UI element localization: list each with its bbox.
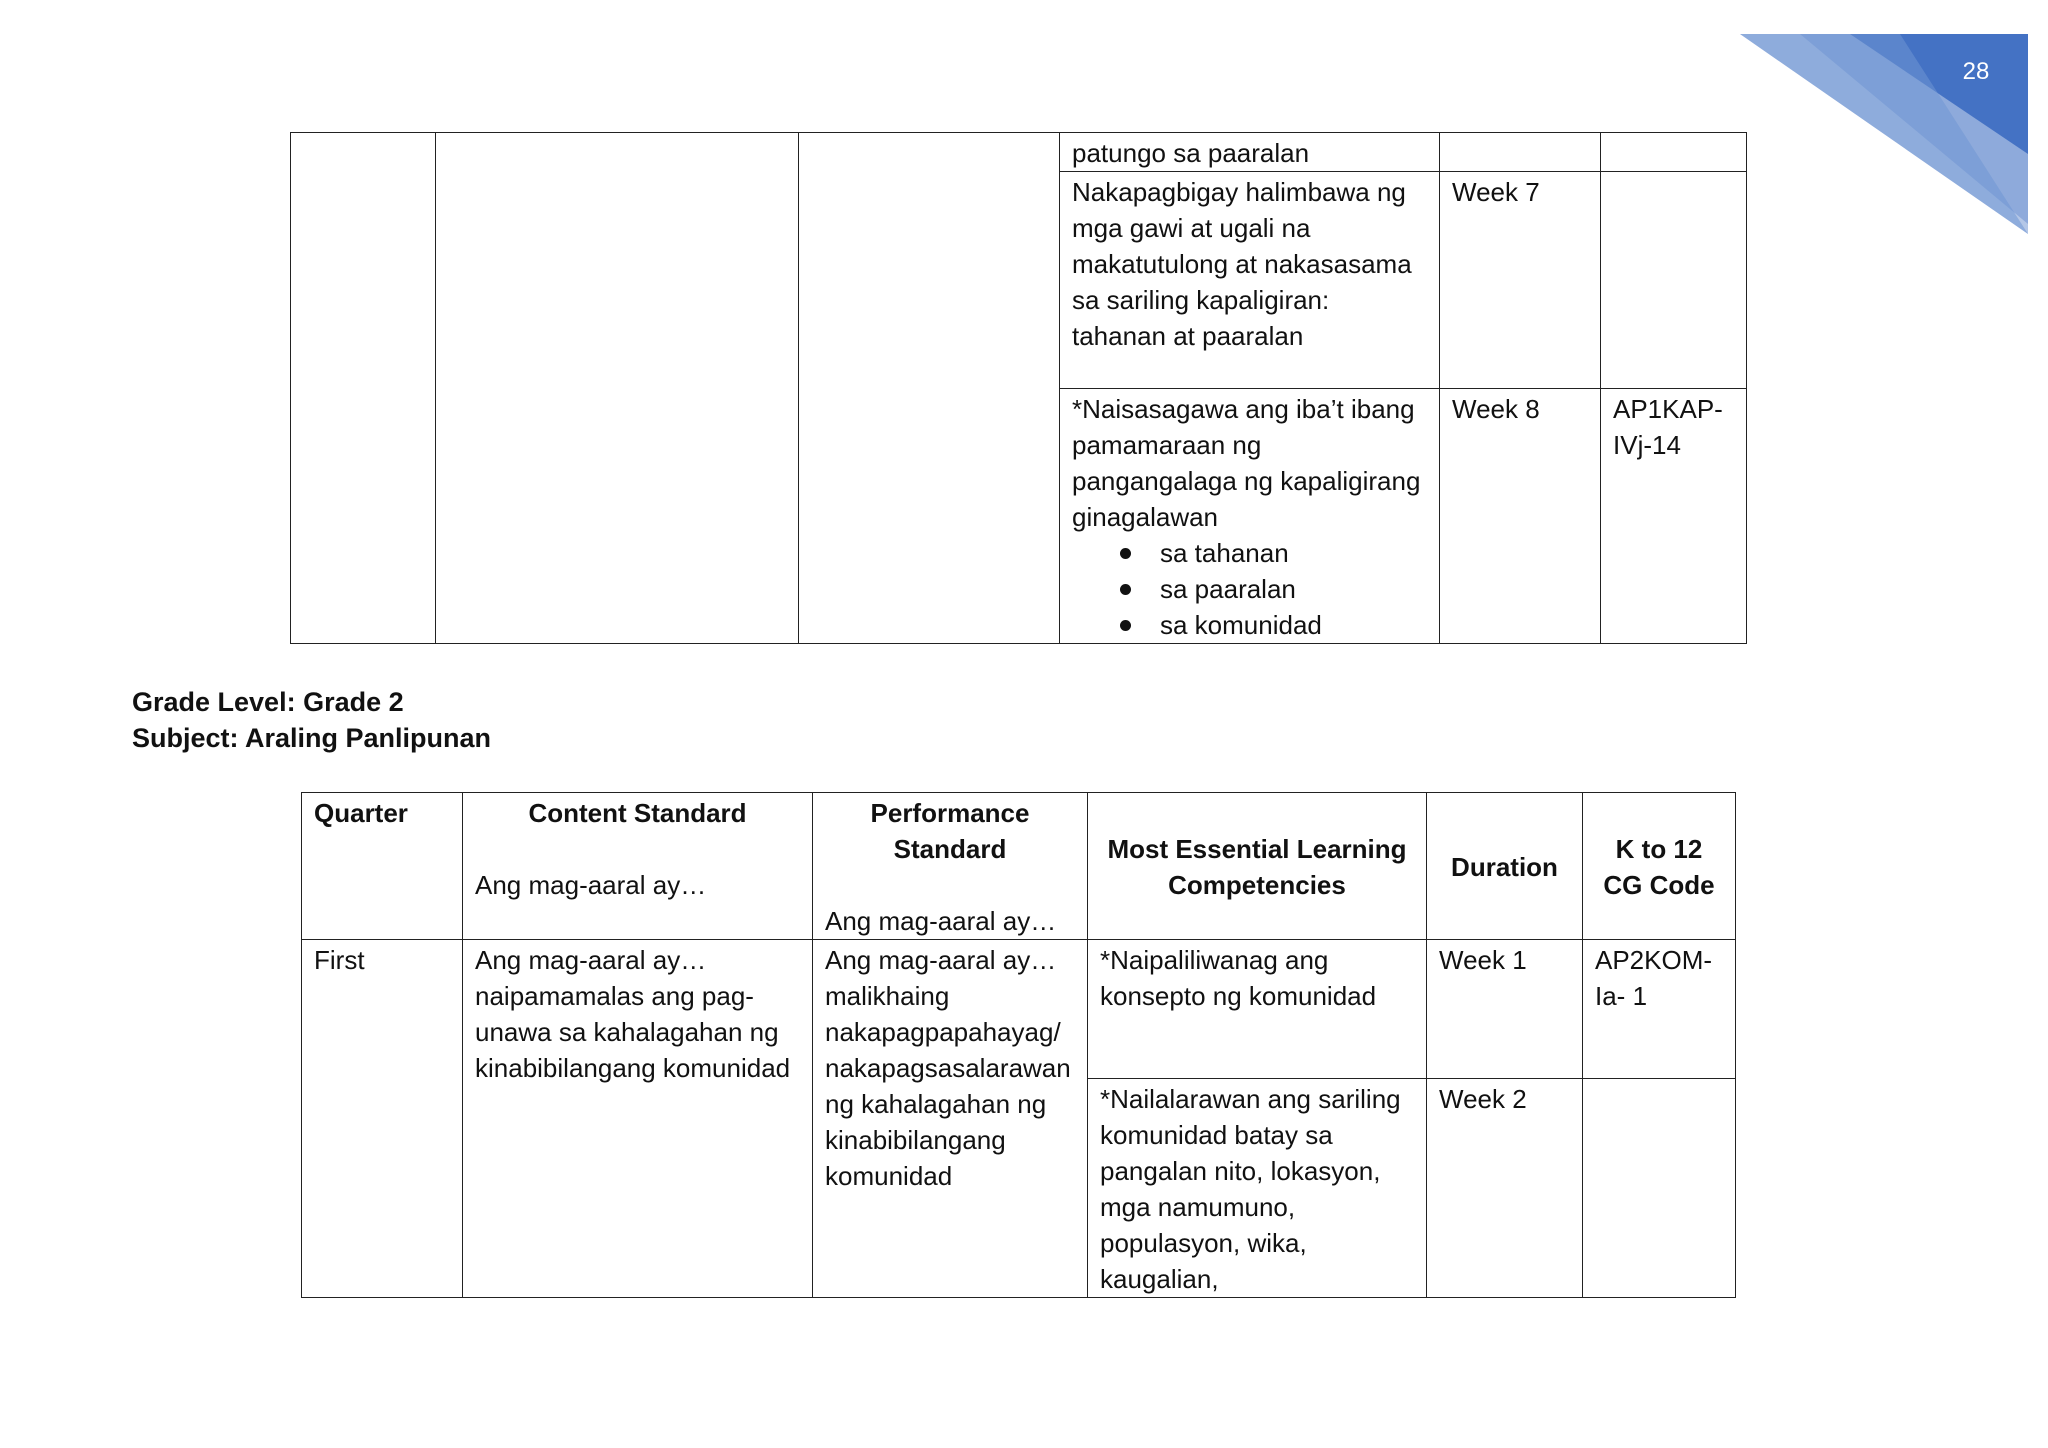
header-duration: Duration (1427, 793, 1583, 940)
header-content-standard (463, 793, 813, 940)
duration-cell: Week 7 (1440, 172, 1601, 389)
header-performance-standard-sub: Ang mag-aaral ay… (825, 906, 1057, 936)
table-header-row (302, 793, 1736, 940)
content-standard-cell: Ang mag-aaral ay… naipamamalas ang pag-unawa sa kahalagahan ng kinabibilangang komunidad (463, 940, 813, 1298)
grade-level-label: Grade Level: Grade 2 (132, 687, 404, 717)
duration-cell: Week 1 (1427, 940, 1583, 1079)
duration-cell: Week 8 (1440, 389, 1601, 644)
quarter-cell: First (302, 940, 463, 1298)
competency-cell: Nakapagbigay halimbawa ng mga gawi at ugali na makatutulong at nakasasama sa sariling kapaligiran: tahanan at paaralan (1060, 172, 1440, 389)
performance-standard-cell: Ang mag-aaral ay… malikhaing nakapagpapahayag/ nakapagsasalarawan ng kahalagahan ng kinabibilangang komunidad (813, 940, 1088, 1298)
competency-cell (1060, 389, 1440, 644)
code-cell: AP1KAP-IVj-14 (1601, 389, 1747, 644)
list-item: sa komunidad (1160, 607, 1427, 643)
section-heading (132, 684, 491, 756)
curriculum-table (301, 792, 1736, 1298)
previous-grade-table (290, 132, 1747, 644)
table-row (291, 133, 1747, 172)
bullet-list (1072, 535, 1427, 643)
list-item: sa paaralan (1160, 571, 1427, 607)
competency-cell: patungo sa paaralan (1060, 133, 1440, 172)
content-standard-cell (436, 133, 799, 644)
header-quarter: Quarter (302, 793, 463, 940)
table-row (302, 940, 1736, 1079)
code-cell (1583, 1079, 1736, 1298)
subject-label: Subject: Araling Panlipunan (132, 723, 492, 753)
header-cg-code: K to 12 CG Code (1583, 793, 1736, 940)
competency-cell: *Nailalarawan ang sariling komunidad batay sa pangalan nito, lokasyon, mga namumuno, populasyon, wika, kaugalian, (1088, 1079, 1427, 1298)
header-performance-standard-title: Performance Standard (870, 798, 1030, 864)
code-cell: AP2KOM-Ia- 1 (1583, 940, 1736, 1079)
header-melc: Most Essential Learning Competencies (1088, 793, 1427, 940)
duration-cell (1440, 133, 1601, 172)
code-cell (1601, 172, 1747, 389)
performance-standard-cell (799, 133, 1060, 644)
header-performance-standard (813, 793, 1088, 940)
page-number: 28 (1962, 58, 1990, 85)
competency-text: *Naisasagawa ang iba’t ibang pamamaraan ng pangangalaga ng kapaligirang ginagalawan (1072, 394, 1421, 532)
header-content-standard-sub: Ang mag-aaral ay… (475, 870, 707, 900)
duration-cell: Week 2 (1427, 1079, 1583, 1298)
quarter-cell (291, 133, 436, 644)
code-cell (1601, 133, 1747, 172)
header-content-standard-title: Content Standard (528, 798, 747, 828)
competency-cell: *Naipaliliwanag ang konsepto ng komunidad (1088, 940, 1427, 1079)
list-item: sa tahanan (1160, 535, 1427, 571)
